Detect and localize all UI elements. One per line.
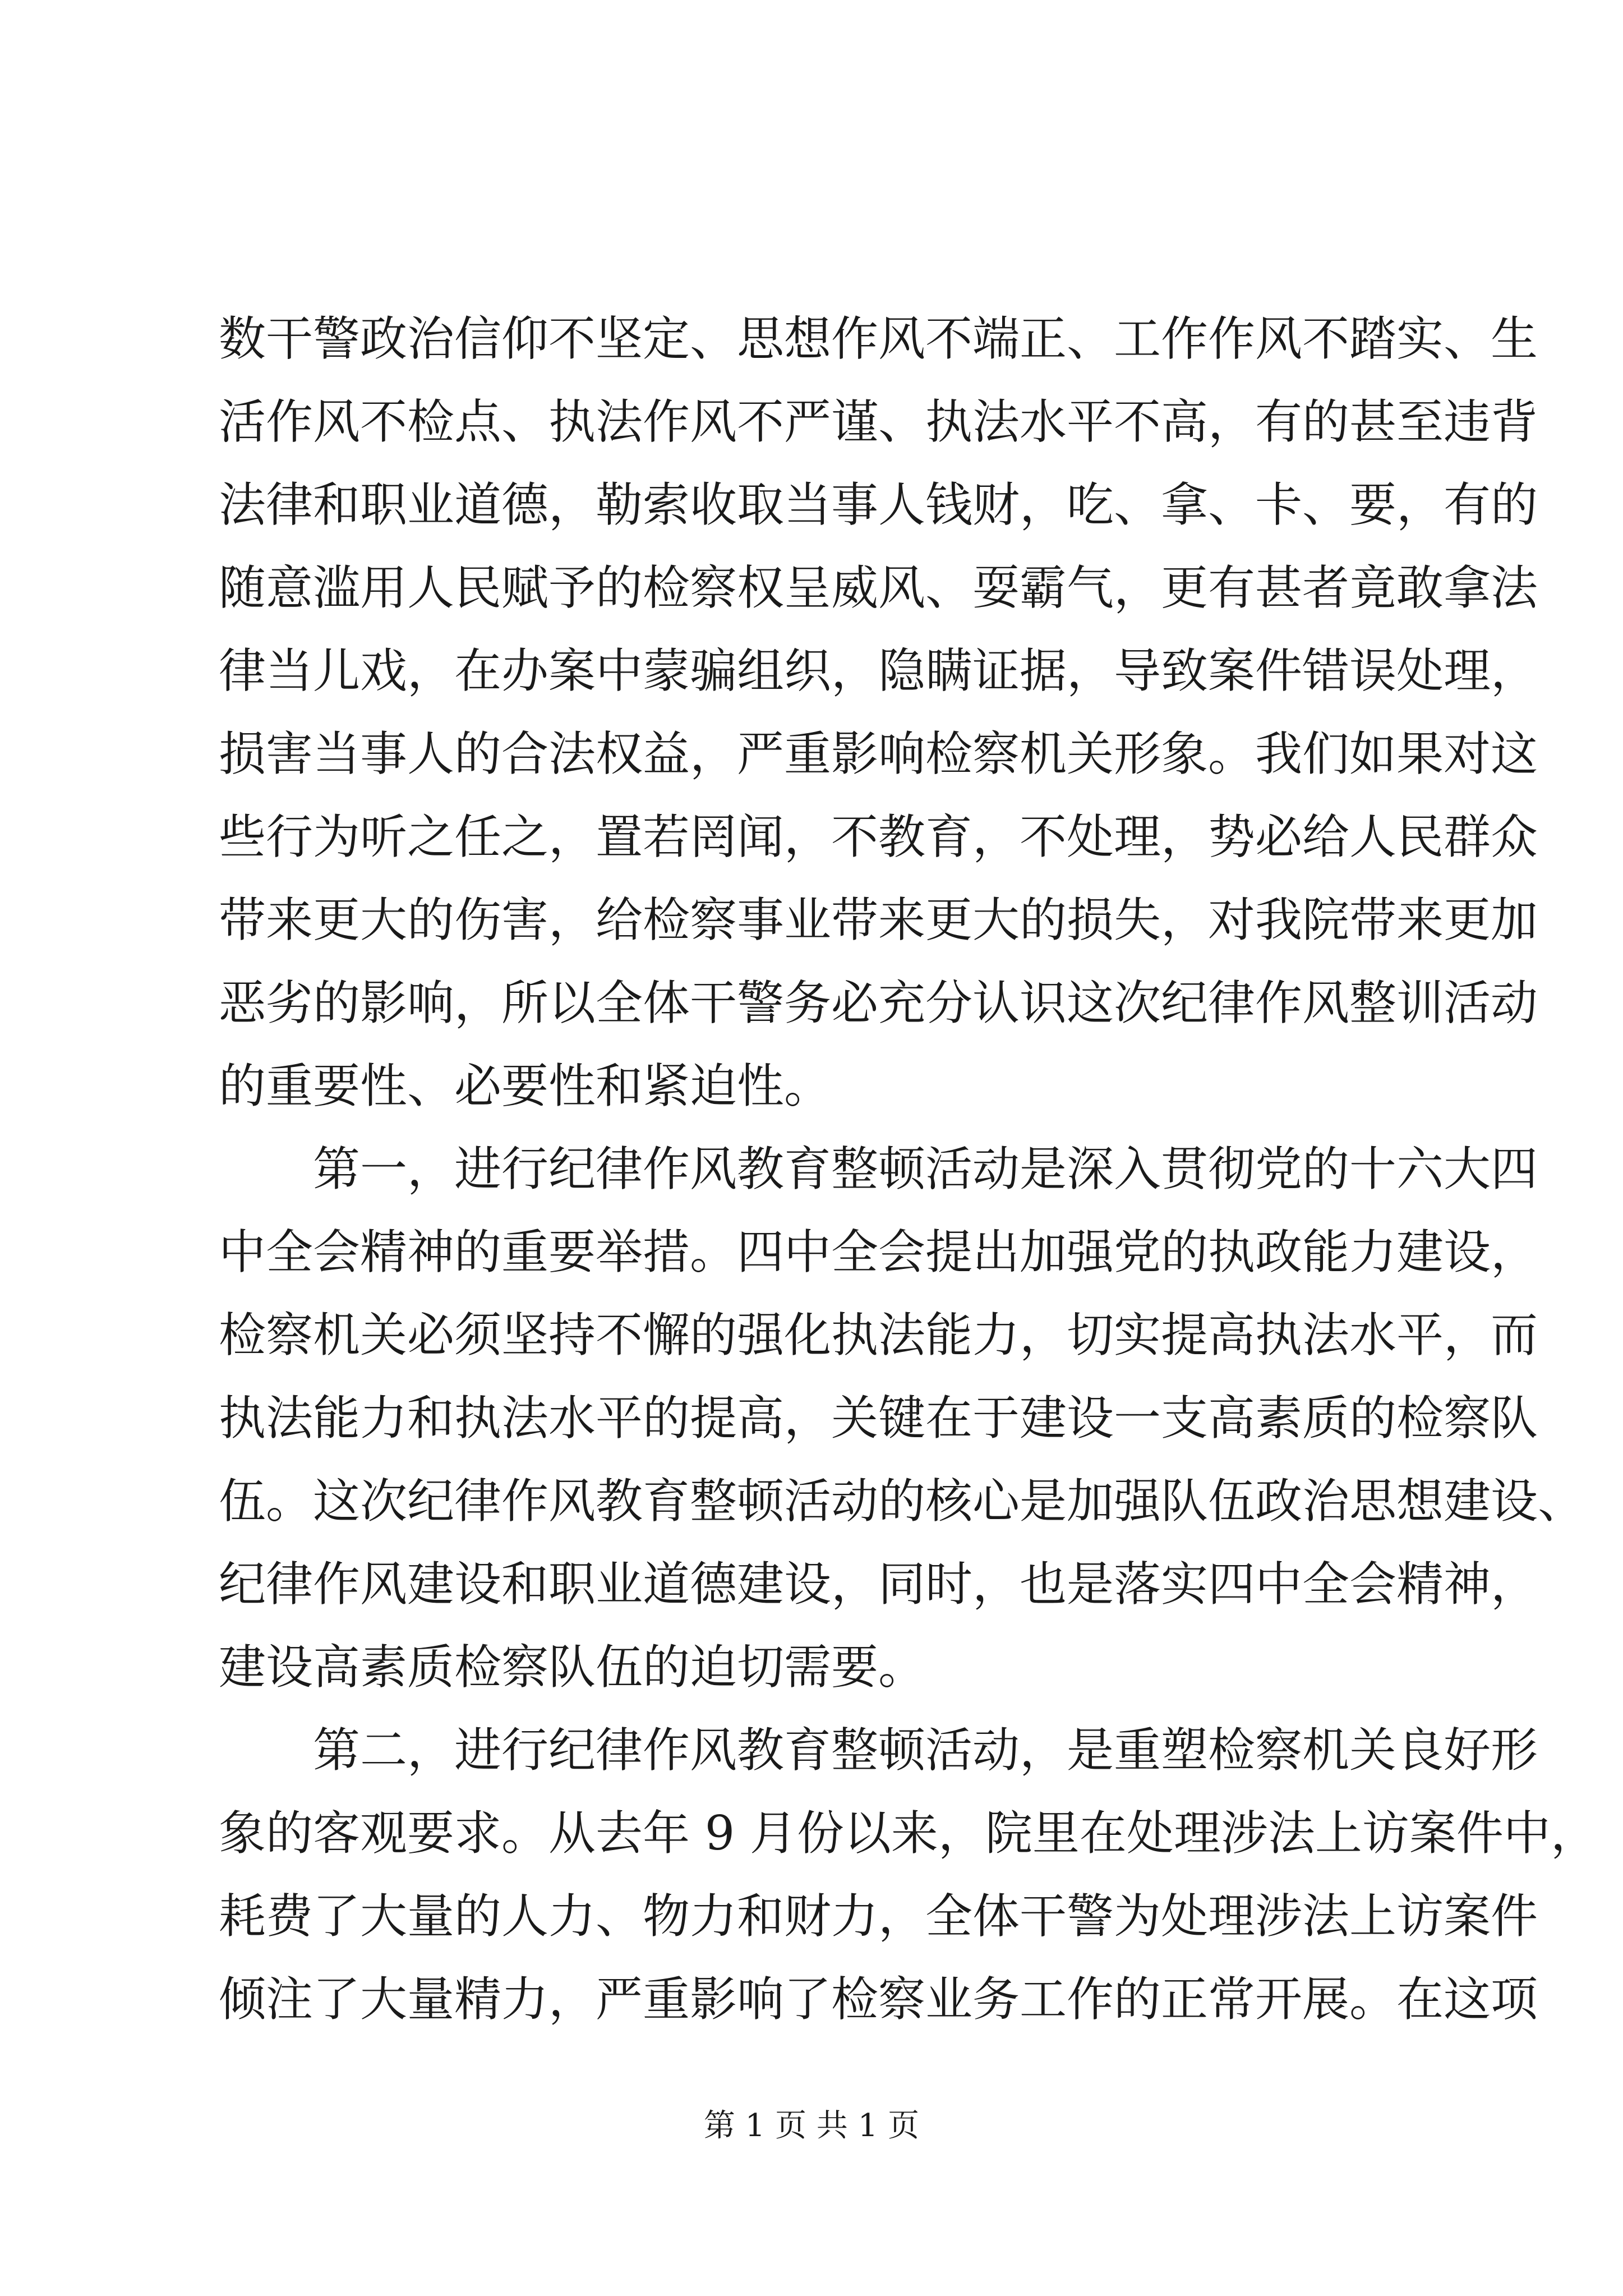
text-line: 象的客观要求。从去年 9 月份以来，院里在处理涉法上访案件中，: [219, 1806, 1598, 1861]
text-line: 耗费了大量的人力、物力和财力，全体干警为处理涉法上访案件: [219, 1889, 1538, 1944]
text-line: 建设高素质检察队伍的迫切需要。: [219, 1640, 926, 1695]
text-line: 检察机关必须坚持不懈的强化执法能力，切实提高执法水平，而: [219, 1308, 1538, 1363]
text-line: 恶劣的影响，所以全体干警务必充分认识这次纪律作风整训活动: [219, 976, 1538, 1030]
text-line: 法律和职业道德，勒索收取当事人钱财，吃、拿、卡、要，有的: [219, 477, 1538, 532]
text-line: 损害当事人的合法权益，严重影响检察机关形象。我们如果对这: [219, 726, 1538, 781]
text-line: 第一，进行纪律作风教育整顿活动是深入贯彻党的十六大四: [313, 1142, 1538, 1197]
body-text: [219, 297, 1598, 2041]
text-line: 纪律作风建设和职业道德建设，同时，也是落实四中全会精神，: [219, 1557, 1538, 1612]
text-line: 些行为听之任之，置若罔闻，不教育，不处理，势必给人民群众: [219, 809, 1538, 864]
text-line: 数干警政治信仰不坚定、思想作风不端正、工作作风不踏实、生: [219, 311, 1538, 366]
text-line: 律当儿戏，在办案中蒙骗组织，隐瞒证据，导致案件错误处理，: [219, 643, 1538, 698]
text-line: 伍。这次纪律作风教育整顿活动的核心是加强队伍政治思想建设、: [219, 1474, 1585, 1529]
page-footer: 第 1 页 共 1 页: [703, 2108, 920, 2144]
text-line: 的重要性、必要性和紧迫性。: [219, 1059, 832, 1114]
text-line: 带来更大的伤害，给检察事业带来更大的损失，对我院带来更加: [219, 892, 1538, 947]
text-line: 倾注了大量精力，严重影响了检察业务工作的正常开展。在这项: [219, 1972, 1538, 2027]
text-line: 执法能力和执法水平的提高，关键在于建设一支高素质的检察队: [219, 1391, 1538, 1446]
text-line: 随意滥用人民赋予的检察权呈威风、耍霸气，更有甚者竟敢拿法: [219, 560, 1538, 615]
text-line: 中全会精神的重要举措。四中全会提出加强党的执政能力建设，: [219, 1225, 1538, 1280]
text-line: 第二，进行纪律作风教育整顿活动，是重塑检察机关良好形: [313, 1723, 1538, 1778]
text-line: 活作风不检点、执法作风不严谨、执法水平不高，有的甚至违背: [219, 394, 1538, 449]
